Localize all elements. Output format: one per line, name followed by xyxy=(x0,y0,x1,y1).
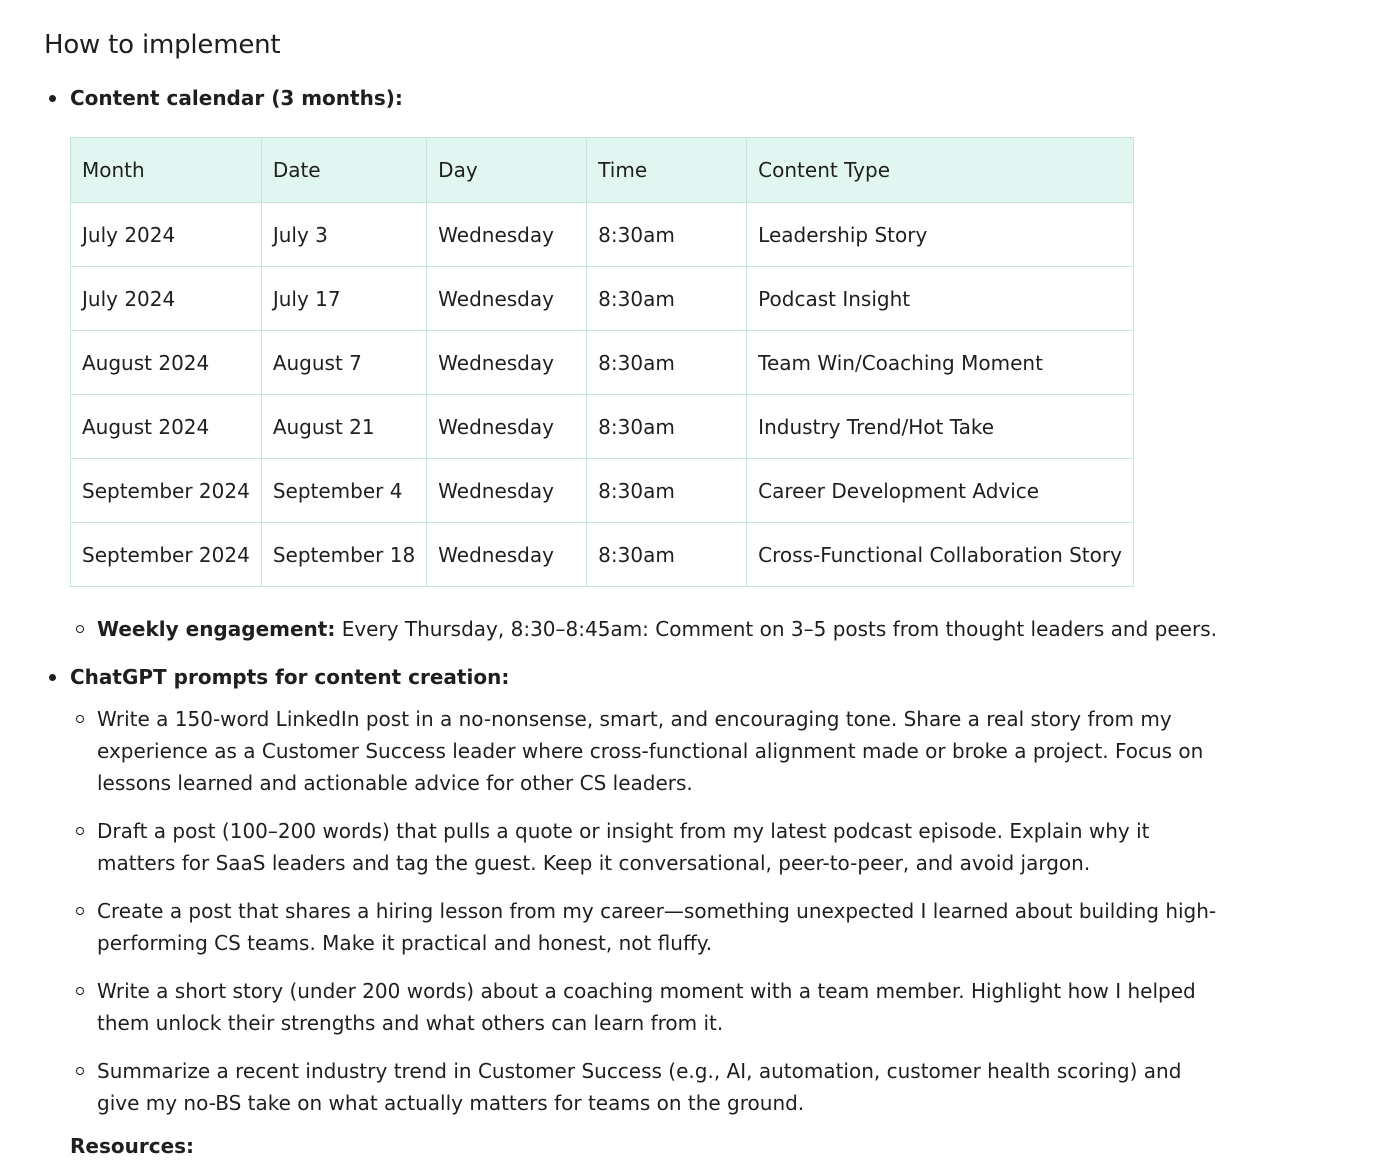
cell-date: August 21 xyxy=(261,395,426,459)
section-heading: How to implement xyxy=(44,30,281,60)
bullet-icon xyxy=(49,95,56,102)
cell-time: 8:30am xyxy=(587,331,747,395)
prompts-label: ChatGPT prompts for content creation: xyxy=(70,665,510,689)
cell-time: 8:30am xyxy=(587,203,747,267)
list-item-prompt xyxy=(97,703,1227,799)
engagement-text: Every Thursday, 8:30–8:45am: Comment on 3–5 posts from thought leaders and peers. xyxy=(335,617,1217,641)
cell-month: September 2024 xyxy=(71,459,262,523)
cell-day: Wednesday xyxy=(427,459,587,523)
list-item-resources xyxy=(70,1130,194,1162)
cell-time: 8:30am xyxy=(587,395,747,459)
content-calendar-table xyxy=(70,137,1134,587)
cell-date: July 17 xyxy=(261,267,426,331)
cell-content-type: Team Win/Coaching Moment xyxy=(747,331,1134,395)
cell-day: Wednesday xyxy=(427,395,587,459)
list-item-prompt xyxy=(97,975,1227,1039)
cell-date: September 4 xyxy=(261,459,426,523)
list-item-calendar xyxy=(70,82,403,114)
prompt-text: Summarize a recent industry trend in Customer Success (e.g., AI, automation, customer health scoring) and give my no-BS take on what actually matters for teams on the ground. xyxy=(97,1059,1182,1115)
cell-month: July 2024 xyxy=(71,267,262,331)
column-header-content-type: Content Type xyxy=(747,138,1134,203)
cell-day: Wednesday xyxy=(427,331,587,395)
bullet-icon xyxy=(49,674,56,681)
list-item-prompt xyxy=(97,1055,1227,1119)
bullet-icon xyxy=(76,827,84,835)
cell-date: July 3 xyxy=(261,203,426,267)
cell-content-type: Industry Trend/Hot Take xyxy=(747,395,1134,459)
bullet-icon xyxy=(76,987,84,995)
cell-date: August 7 xyxy=(261,331,426,395)
table-row xyxy=(71,523,1134,587)
column-header-month: Month xyxy=(71,138,262,203)
table-row xyxy=(71,331,1134,395)
cell-content-type: Podcast Insight xyxy=(747,267,1134,331)
resources-label: Resources: xyxy=(70,1134,195,1158)
column-header-date: Date xyxy=(261,138,426,203)
cell-day: Wednesday xyxy=(427,523,587,587)
table-row xyxy=(71,267,1134,331)
list-item-weekly-engagement xyxy=(97,613,1227,645)
cell-time: 8:30am xyxy=(587,523,747,587)
cell-day: Wednesday xyxy=(427,203,587,267)
cell-month: July 2024 xyxy=(71,203,262,267)
cell-day: Wednesday xyxy=(427,267,587,331)
cell-month: August 2024 xyxy=(71,331,262,395)
prompt-text: Write a short story (under 200 words) about a coaching moment with a team member. Highlight how I helped them unlock their strengths and what others can learn from it. xyxy=(97,979,1196,1035)
column-header-day: Day xyxy=(427,138,587,203)
cell-month: August 2024 xyxy=(71,395,262,459)
list-item-prompt xyxy=(97,895,1227,959)
cell-content-type: Leadership Story xyxy=(747,203,1134,267)
list-item-prompt xyxy=(97,815,1227,879)
table-row xyxy=(71,203,1134,267)
table-header-row xyxy=(71,138,1134,203)
list-item-prompts xyxy=(70,661,509,693)
bullet-icon xyxy=(76,625,84,633)
table-row xyxy=(71,459,1134,523)
calendar-label: Content calendar (3 months): xyxy=(70,86,403,110)
prompt-text: Create a post that shares a hiring lesson from my career—something unexpected I learned about building high-performing CS teams. Make it practical and honest, not fluffy. xyxy=(97,899,1217,955)
cell-date: September 18 xyxy=(261,523,426,587)
bullet-icon xyxy=(76,1067,84,1075)
column-header-time: Time xyxy=(587,138,747,203)
cell-month: September 2024 xyxy=(71,523,262,587)
cell-time: 8:30am xyxy=(587,459,747,523)
prompt-text: Draft a post (100–200 words) that pulls a quote or insight from my latest podcast episode. Explain why it matters for SaaS leaders and tag the guest. Keep it conversational, peer-to-peer, and avoid jargon. xyxy=(97,819,1150,875)
cell-time: 8:30am xyxy=(587,267,747,331)
table-row xyxy=(71,395,1134,459)
prompt-text: Write a 150-word LinkedIn post in a no-nonsense, smart, and encouraging tone. Share a real story from my experience as a Customer Success leader where cross-functional alignment made or broke a project. Focus on lessons learned and actionable advice for other CS leaders. xyxy=(97,707,1204,795)
bullet-icon xyxy=(76,715,84,723)
cell-content-type: Career Development Advice xyxy=(747,459,1134,523)
bullet-icon xyxy=(76,907,84,915)
cell-content-type: Cross-Functional Collaboration Story xyxy=(747,523,1134,587)
engagement-label: Weekly engagement: xyxy=(97,617,336,641)
